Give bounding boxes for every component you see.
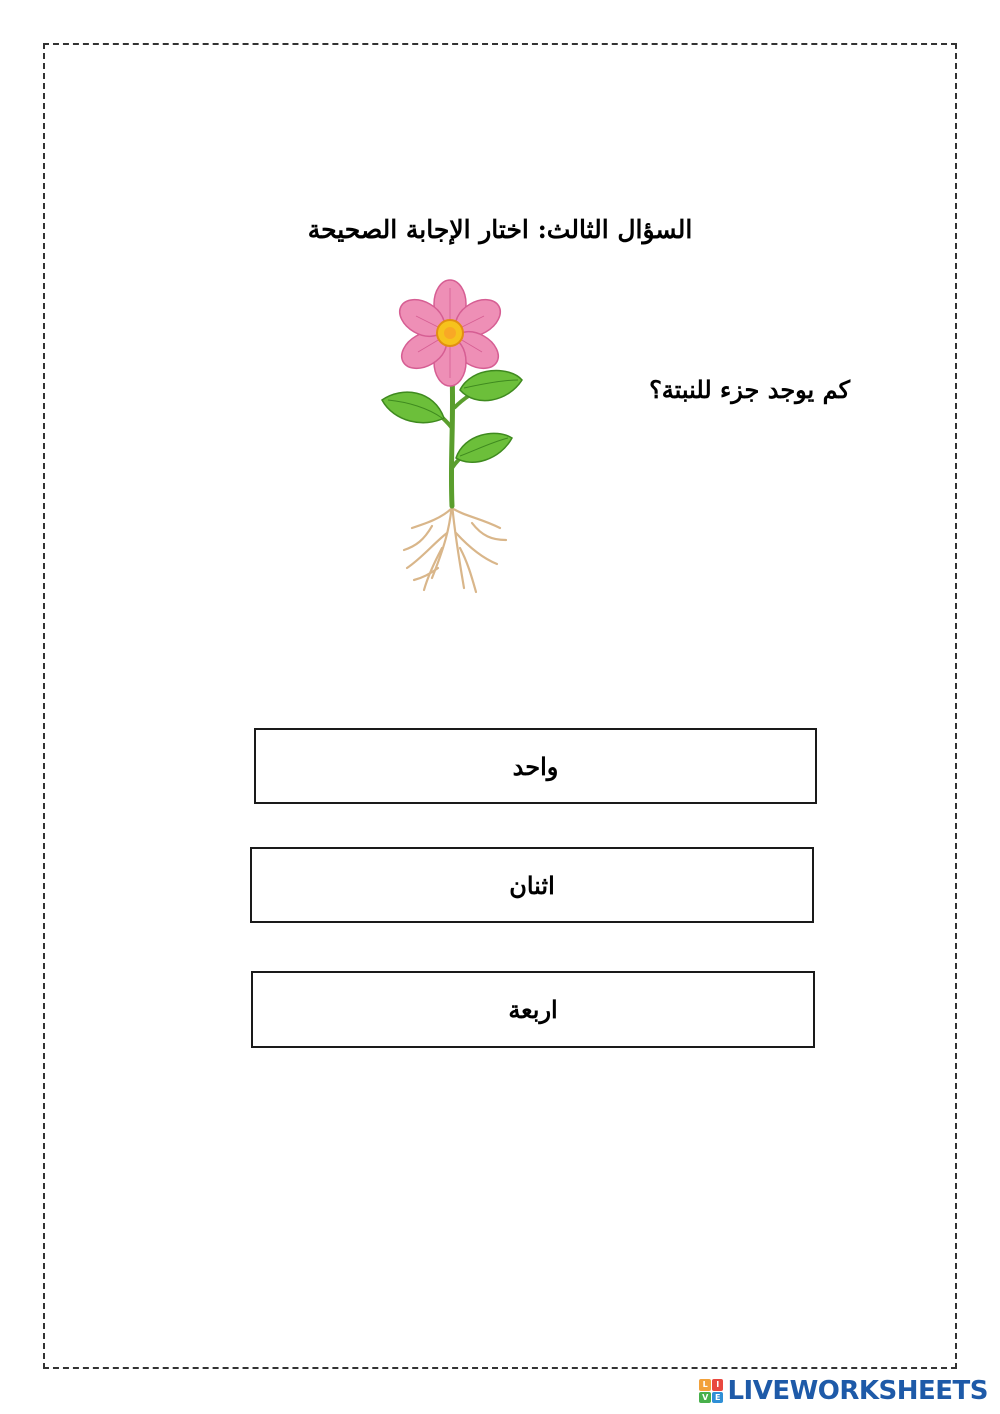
brand-wordmark: LIVEWORKSHEETS — [727, 1376, 988, 1406]
answer-option-label: اثنان — [509, 870, 555, 900]
flowering-plant-icon — [372, 278, 532, 598]
liveworksheets-brand — [699, 1376, 988, 1406]
logo-letter-tile: E — [712, 1392, 724, 1404]
answer-option-one[interactable] — [254, 728, 817, 804]
question-heading: السؤال الثالث: اختار الإجابة الصحيحة — [307, 215, 693, 244]
logo-letter-tile: L — [699, 1379, 711, 1391]
answer-option-label: واحد — [512, 751, 559, 781]
answer-option-two[interactable] — [250, 847, 814, 923]
liveworksheets-logo-icon — [699, 1379, 723, 1403]
logo-letter-tile: V — [699, 1392, 711, 1404]
question-text: كم يوجد جزء للنبتة؟ — [649, 375, 850, 404]
logo-letter-tile: I — [712, 1379, 724, 1391]
answer-option-label: اربعة — [508, 995, 558, 1024]
answer-option-four[interactable] — [251, 971, 815, 1048]
